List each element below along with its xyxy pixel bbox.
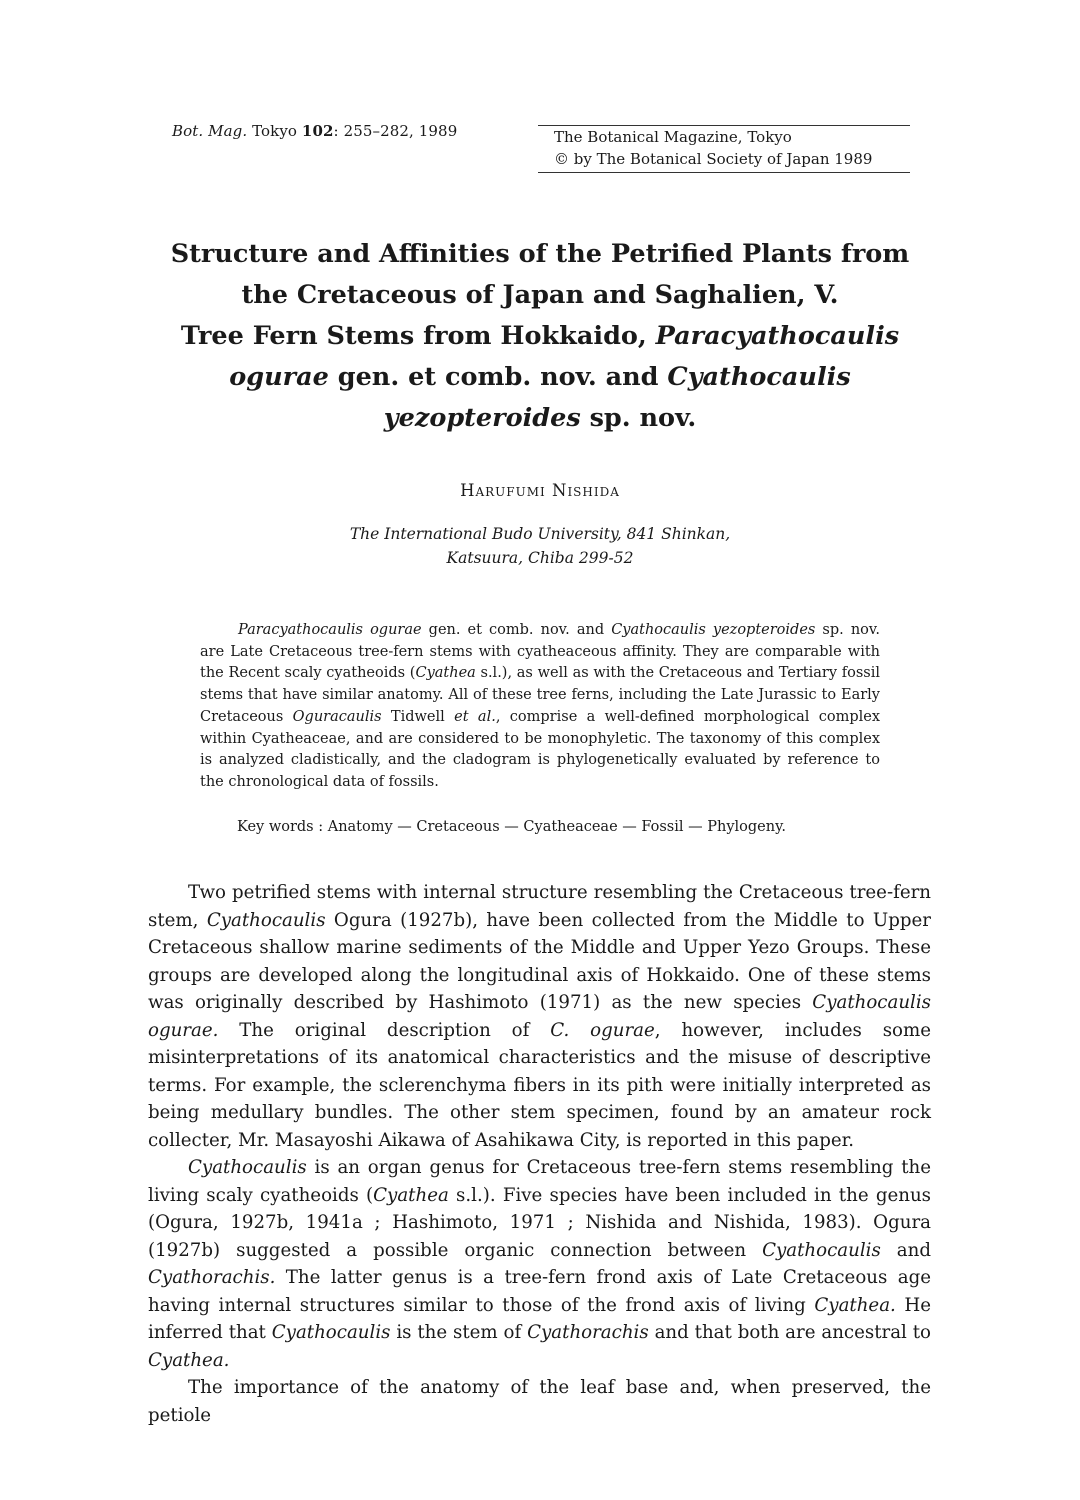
abstract-text: , comprise a well-defined morphological complex within Cyatheaceae, and are considered to be monophyletic. The taxonomy of this complex is analyzed cladistically, and the cladogram is phylogenetically evaluated by reference to the chronological data of fossils. xyxy=(200,708,880,790)
body-run: and that both are ancestral to xyxy=(648,1322,931,1343)
title-line-4-text: gen. et comb. nov. and xyxy=(328,362,668,392)
body-run: and xyxy=(880,1239,931,1261)
abstract-taxon: Oguracaulis xyxy=(292,708,382,725)
title-line-3 xyxy=(140,316,940,357)
abstract-text: s.l.), as well as with the Cretaceous and Tertiary fossil stems that have similar anatomy. All of these tree ferns, including the Late Jurassic to Early Cretaceous xyxy=(200,665,880,725)
abstract-taxon: Cyathea xyxy=(415,665,476,682)
body-taxon: C. ogurae xyxy=(550,1019,655,1041)
title-genus-2: Cyathocaulis xyxy=(667,362,851,392)
body-taxon: Cyathea. xyxy=(148,1349,230,1371)
body-taxon: Cyathocaulis xyxy=(271,1322,391,1343)
keywords: Key words : Anatomy — Cretaceous — Cyatheaceae — Fossil — Phylogeny. xyxy=(237,819,786,835)
body-run: Ogura (1927b), have been collected from the Middle to Upper Cretaceous shallow marine sediments of the Middle and Upper Yezo Groups. These groups are developed along the longitudinal axis of Hokkaido. One of these stems was originally described by Hashimoto (1971) as the new species xyxy=(148,909,931,1013)
abstract-text: sp. nov. are Late Cretaceous tree-fern stems with cyatheaceous affinity. They are comparable with the Recent scaly cyatheoids ( xyxy=(200,622,880,682)
journal-volume: 102 xyxy=(301,122,334,140)
affiliation-line-1: The International Budo University, 841 Shinkan, xyxy=(349,525,731,543)
body-paragraph-2 xyxy=(148,1154,931,1374)
body-text xyxy=(148,879,931,1429)
abstract xyxy=(200,620,880,794)
journal-city: Tokyo xyxy=(252,122,298,140)
title-line-5 xyxy=(140,398,940,439)
title-line-1: Structure and Affinities of the Petrified Plants from xyxy=(170,239,910,269)
author-name: Harufumi Nishida xyxy=(460,481,620,500)
journal-citation xyxy=(172,122,457,140)
body-paragraph-3: The importance of the anatomy of the leaf base and, when preserved, the petiole xyxy=(148,1377,931,1426)
journal-abbr: Bot. xyxy=(172,122,204,140)
title-line-4 xyxy=(140,357,940,398)
body-taxon: Cyathocaulis xyxy=(206,909,326,931)
abstract-text: gen. et comb. nov. and xyxy=(421,622,612,638)
body-paragraph-1 xyxy=(148,879,931,1154)
body-taxon: Cyathorachis. xyxy=(148,1267,276,1288)
copyright-line: © by The Botanical Society of Japan 1989 xyxy=(554,150,873,168)
body-run: The original description of xyxy=(218,1019,551,1041)
abstract-taxon: Cyathocaulis yezopteroides xyxy=(611,622,816,638)
copyright-block xyxy=(538,125,910,173)
body-run: The latter genus is a tree-fern frond axis of Late Cretaceous age having internal structures similar to those of the frond axis of living xyxy=(148,1267,931,1316)
body-run: is the stem of xyxy=(390,1322,528,1343)
abstract-taxon: Paracyathocaulis ogurae xyxy=(238,622,422,638)
body-taxon: Cyathocaulis xyxy=(762,1239,881,1261)
body-run: s.l.). Five species have been included in the genus (Ogura, 1927b, 1941a ; Hashimoto, 1971 ; Nishida and Nishida, 1983). Ogura (1927b) suggested a possible organic connection between xyxy=(148,1184,931,1261)
title-line-2: the Cretaceous of Japan and Saghalien, V. xyxy=(241,280,839,310)
body-taxon: Cyathocaulis ogurae. xyxy=(148,992,931,1041)
body-run: Two petrified stems with internal structure resembling the Cretaceous tree-fern stem, xyxy=(148,882,931,931)
magazine-name: The Botanical Magazine, Tokyo xyxy=(554,128,792,146)
body-taxon: Cyathorachis xyxy=(527,1322,649,1343)
copyright-rule-bottom xyxy=(538,172,910,173)
body-run: He inferred that xyxy=(148,1294,931,1343)
body-taxon: Cyathea. xyxy=(814,1294,896,1316)
affiliation-line-2: Katsuura, Chiba 299-52 xyxy=(446,549,634,567)
title-line-5-text: sp. nov. xyxy=(580,403,697,433)
title-epithet-1: ogurae xyxy=(229,362,329,392)
abstract-et-al: et al. xyxy=(454,708,496,725)
body-run: is an organ genus for Cretaceous tree-fern stems resembling the living scaly cyatheoids ( xyxy=(148,1157,931,1206)
title-genus-1: Paracyathocaulis xyxy=(655,321,900,351)
paper-title xyxy=(140,234,940,439)
journal-abbr-2: Mag. xyxy=(208,122,248,140)
body-taxon: Cyathocaulis xyxy=(188,1157,307,1178)
title-line-3-text: Tree Fern Stems from Hokkaido, xyxy=(180,321,656,351)
author-affiliation xyxy=(140,522,940,570)
body-run: , however, includes some misinterpretations of its anatomical characteristics and the misuse of descriptive terms. For example, the sclerenchyma fibers in its pith were initially interpreted as being medullary bundles. The other stem specimen, found by an amateur rock collecter, Mr. Masayoshi Aikawa of Asahikawa City, is reported in this paper. xyxy=(148,1019,932,1151)
journal-pages-year: : 255–282, 1989 xyxy=(333,122,458,140)
body-taxon: Cyathea xyxy=(373,1184,449,1206)
abstract-text: Tidwell xyxy=(381,708,455,725)
title-epithet-2: yezopteroides xyxy=(383,403,581,433)
